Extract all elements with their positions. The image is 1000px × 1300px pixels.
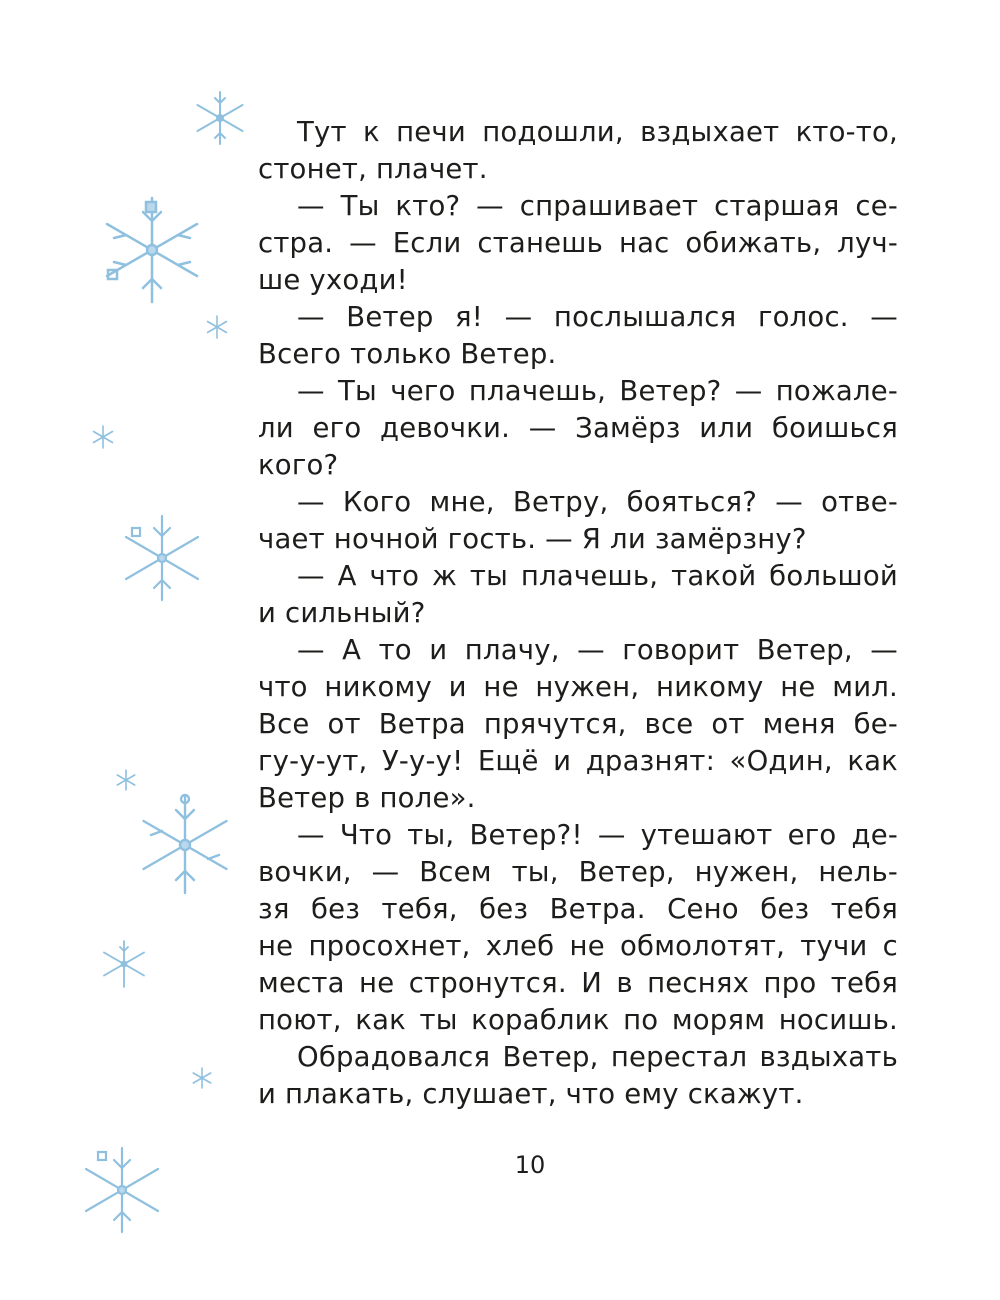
text-line: Все от Ветра прячутся, все от меня бе- <box>258 708 898 740</box>
text-line: ли его девочки. — Замёрз или боишься <box>258 412 898 444</box>
text-line: — Ветер я! — послышался голос. — <box>297 301 898 333</box>
text-line: поют, как ты кораблик по морям носишь. <box>258 1004 898 1036</box>
text-line: — А то и плачу, — говорит Ветер, — <box>297 634 898 666</box>
text-line: Тут к печи подошли, вздыхает кто-то, <box>297 116 898 148</box>
text-line: Ветер в поле». <box>258 782 476 814</box>
text-line: не просохнет, хлеб не обмолотят, тучи с <box>258 930 898 962</box>
snowflake-icon <box>96 936 152 992</box>
text-line: что никому и не нужен, никому не мил. <box>258 671 898 703</box>
text-line: ше уходи! <box>258 264 408 296</box>
text-line: кого? <box>258 449 339 481</box>
text-line: стра. — Если станешь нас обижать, луч- <box>258 227 898 259</box>
text-line: места не стронутся. И в песнях про тебя <box>258 967 898 999</box>
text-line: — Кого мне, Ветру, бояться? — отве- <box>297 486 898 518</box>
snowflake-icon <box>190 1066 214 1090</box>
text-line: Обрадовался Ветер, перестал вздыхать <box>297 1041 898 1073</box>
snowflake-icon <box>114 768 138 792</box>
text-line: — Ты кто? — спрашивает старшая се- <box>297 190 898 222</box>
text-line: стонет, плачет. <box>258 153 488 185</box>
story-text <box>258 114 898 1113</box>
text-line: зя без тебя, без Ветра. Сено без тебя <box>258 893 898 925</box>
text-line: вочки, — Всем ты, Ветер, нужен, нель- <box>258 856 898 888</box>
page-number: 10 <box>514 1151 546 1179</box>
text-line: и сильный? <box>258 597 426 629</box>
text-line: и плакать, слушает, что ему скажут. <box>258 1078 804 1110</box>
text-line: — А что ж ты плачешь, такой большой <box>297 560 898 592</box>
snowflake-margin <box>0 0 250 1300</box>
text-line: Всего только Ветер. <box>258 338 557 370</box>
snowflake-icon <box>72 1140 172 1240</box>
snowflake-icon <box>130 790 240 900</box>
snowflake-icon <box>204 314 230 340</box>
snowflake-icon <box>92 190 212 310</box>
text-line: гу-у-ут, У-у-у! Ещё и дразнят: «Один, как <box>258 745 898 777</box>
snowflake-icon <box>188 86 252 150</box>
snowflake-icon <box>112 508 212 608</box>
snowflake-icon <box>90 424 116 450</box>
text-line: — Что ты, Ветер?! — утешают его де- <box>297 819 898 851</box>
text-line: чает ночной гость. — Я ли замёрзну? <box>258 523 807 555</box>
text-line: — Ты чего плачешь, Ветер? — пожале- <box>297 375 898 407</box>
